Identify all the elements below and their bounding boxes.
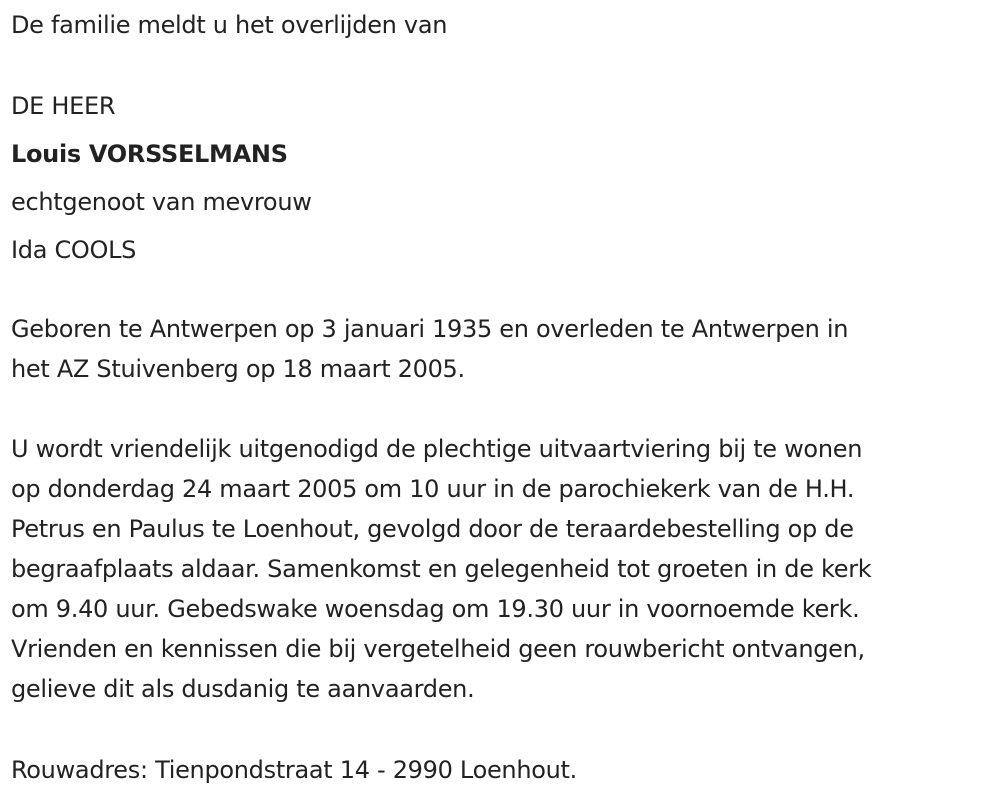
deceased-title: DE HEER [11,92,116,120]
paragraph-line: Vrienden en kennissen die bij vergetelheid geen rouwbericht ontvangen, [11,635,865,663]
spouse-label: echtgenoot van mevrouw [11,188,312,216]
deceased-name: Louis VORSSELMANS [11,140,288,168]
intro-text: De familie meldt u het overlijden van [11,11,448,39]
paragraph-line: U wordt vriendelijk uitgenodigd de plechtige uitvaartviering bij te wonen [11,435,863,463]
paragraph-line: begraafplaats aldaar. Samenkomst en gelegenheid tot groeten in de kerk [11,555,872,583]
funeral-invitation-paragraph [11,429,871,709]
paragraph-line: Geboren te Antwerpen op 3 januari 1935 en overleden te Antwerpen in [11,315,849,343]
spouse-name: Ida COOLS [11,236,137,264]
paragraph-line: Petrus en Paulus te Loenhout, gevolgd door de teraardebestelling op de [11,515,854,543]
paragraph-line: het AZ Stuivenberg op 18 maart 2005. [11,355,465,383]
mourning-address: Rouwadres: Tienpondstraat 14 - 2990 Loenhout. [11,756,577,784]
paragraph-line: op donderdag 24 maart 2005 om 10 uur in de parochiekerk van de H.H. [11,475,855,503]
paragraph-line: gelieve dit als dusdanig te aanvaarden. [11,675,475,703]
birth-death-paragraph [11,309,848,389]
paragraph-line: om 9.40 uur. Gebedswake woensdag om 19.30 uur in voornoemde kerk. [11,595,860,623]
